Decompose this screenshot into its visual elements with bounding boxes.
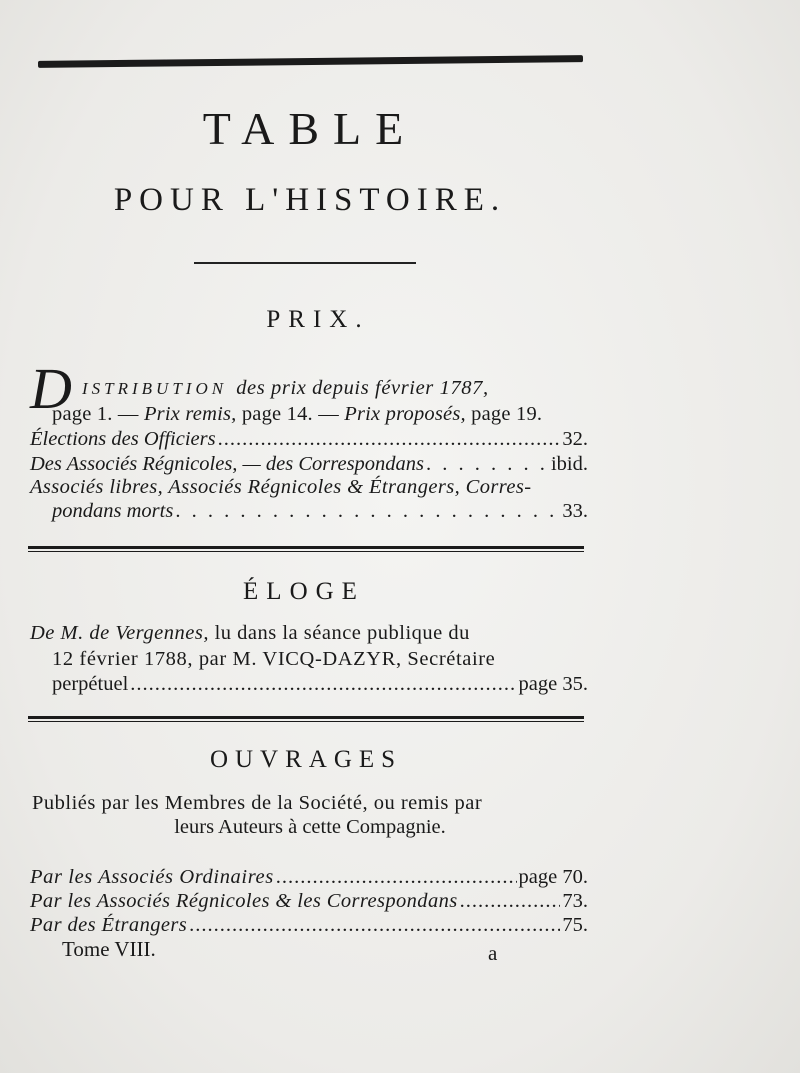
prix-line-2-segment: Prix remis, [143,403,237,425]
eloge-line-2: 12 février 1788, par M. VICQ-DAZYR, Secrétaire [52,648,496,670]
toc-page: page 70. [518,866,588,888]
dot-leader [130,673,516,696]
ouvrages-desc-line-2: leurs Auteurs à cette Compagnie. [174,816,446,838]
toc-label: Des Associés Régnicoles, — des Correspondans [30,453,425,475]
toc-label: perpétuel [52,673,129,695]
toc-page: ibid. [550,453,588,475]
drop-capital: D [30,356,72,421]
toc-page: 33. [562,500,588,522]
prix-line-2-segment: Prix proposés, [344,403,466,425]
toc-page: page 35. [518,673,588,695]
toc-page: 32. [562,428,588,450]
toc-label: Par les Associés Régnicoles & les Correspondans [30,890,458,912]
page-title: TABLE [202,103,418,154]
section-rule [28,716,584,722]
section-heading-ouvrages: OUVRAGES [209,746,403,773]
signature-mark: a [488,941,498,965]
toc-label: pondans morts [52,500,174,522]
toc-label: Par des Étrangers [30,914,188,936]
prix-line-2-segment: page 14. — [236,403,345,425]
toc-entry-libres-line2 [52,500,588,523]
dot-leader [426,453,549,476]
section-heading-eloge: ÉLOGE [243,578,365,605]
eloge-text: lu dans la séance publique du [208,622,470,644]
eloge-line-3 [52,673,588,696]
top-rule [38,55,583,68]
prix-line-2-segment: page 19. [465,403,543,425]
prix-line-2-segment: page 1. — [52,403,144,425]
toc-entry-associes [30,453,588,476]
eloge-subject: De M. de Vergennes, [30,622,209,644]
toc-page: 73. [562,890,588,912]
toc-entry-libres-line1: Associés libres, Associés Régnicoles & Étrangers, Corres- [30,476,532,498]
section-rule [28,546,584,552]
toc-entry-elections [30,428,588,451]
toc-entry-etrangers [30,914,588,937]
distribution-rest: des prix depuis février 1787, [236,377,489,399]
toc-label: Par les Associés Ordinaires [30,866,274,888]
eloge-line-1 [30,623,470,644]
toc-label: Élections des Officiers [30,428,216,450]
toc-entry-ordinaires [30,866,588,889]
page-subtitle: POUR L'HISTOIRE. [113,182,507,218]
tome-number: Tome VIII. [62,937,156,961]
ouvrages-desc-line-1: Publiés par les Membres de la Société, ou remis par [32,792,483,814]
dot-leader [189,914,560,937]
toc-entry-regnicoles [30,890,588,913]
toc-page: 75. [562,914,588,936]
title-rule [194,262,416,264]
dot-leader [276,866,517,889]
dot-leader [218,428,561,451]
prix-line-1 [82,378,489,399]
dot-leader [460,890,561,913]
dot-leader [175,500,560,523]
section-heading-prix: PRIX. [266,306,370,333]
prix-line-2 [52,404,542,425]
distribution-word: ISTRIBUTION [82,379,228,398]
